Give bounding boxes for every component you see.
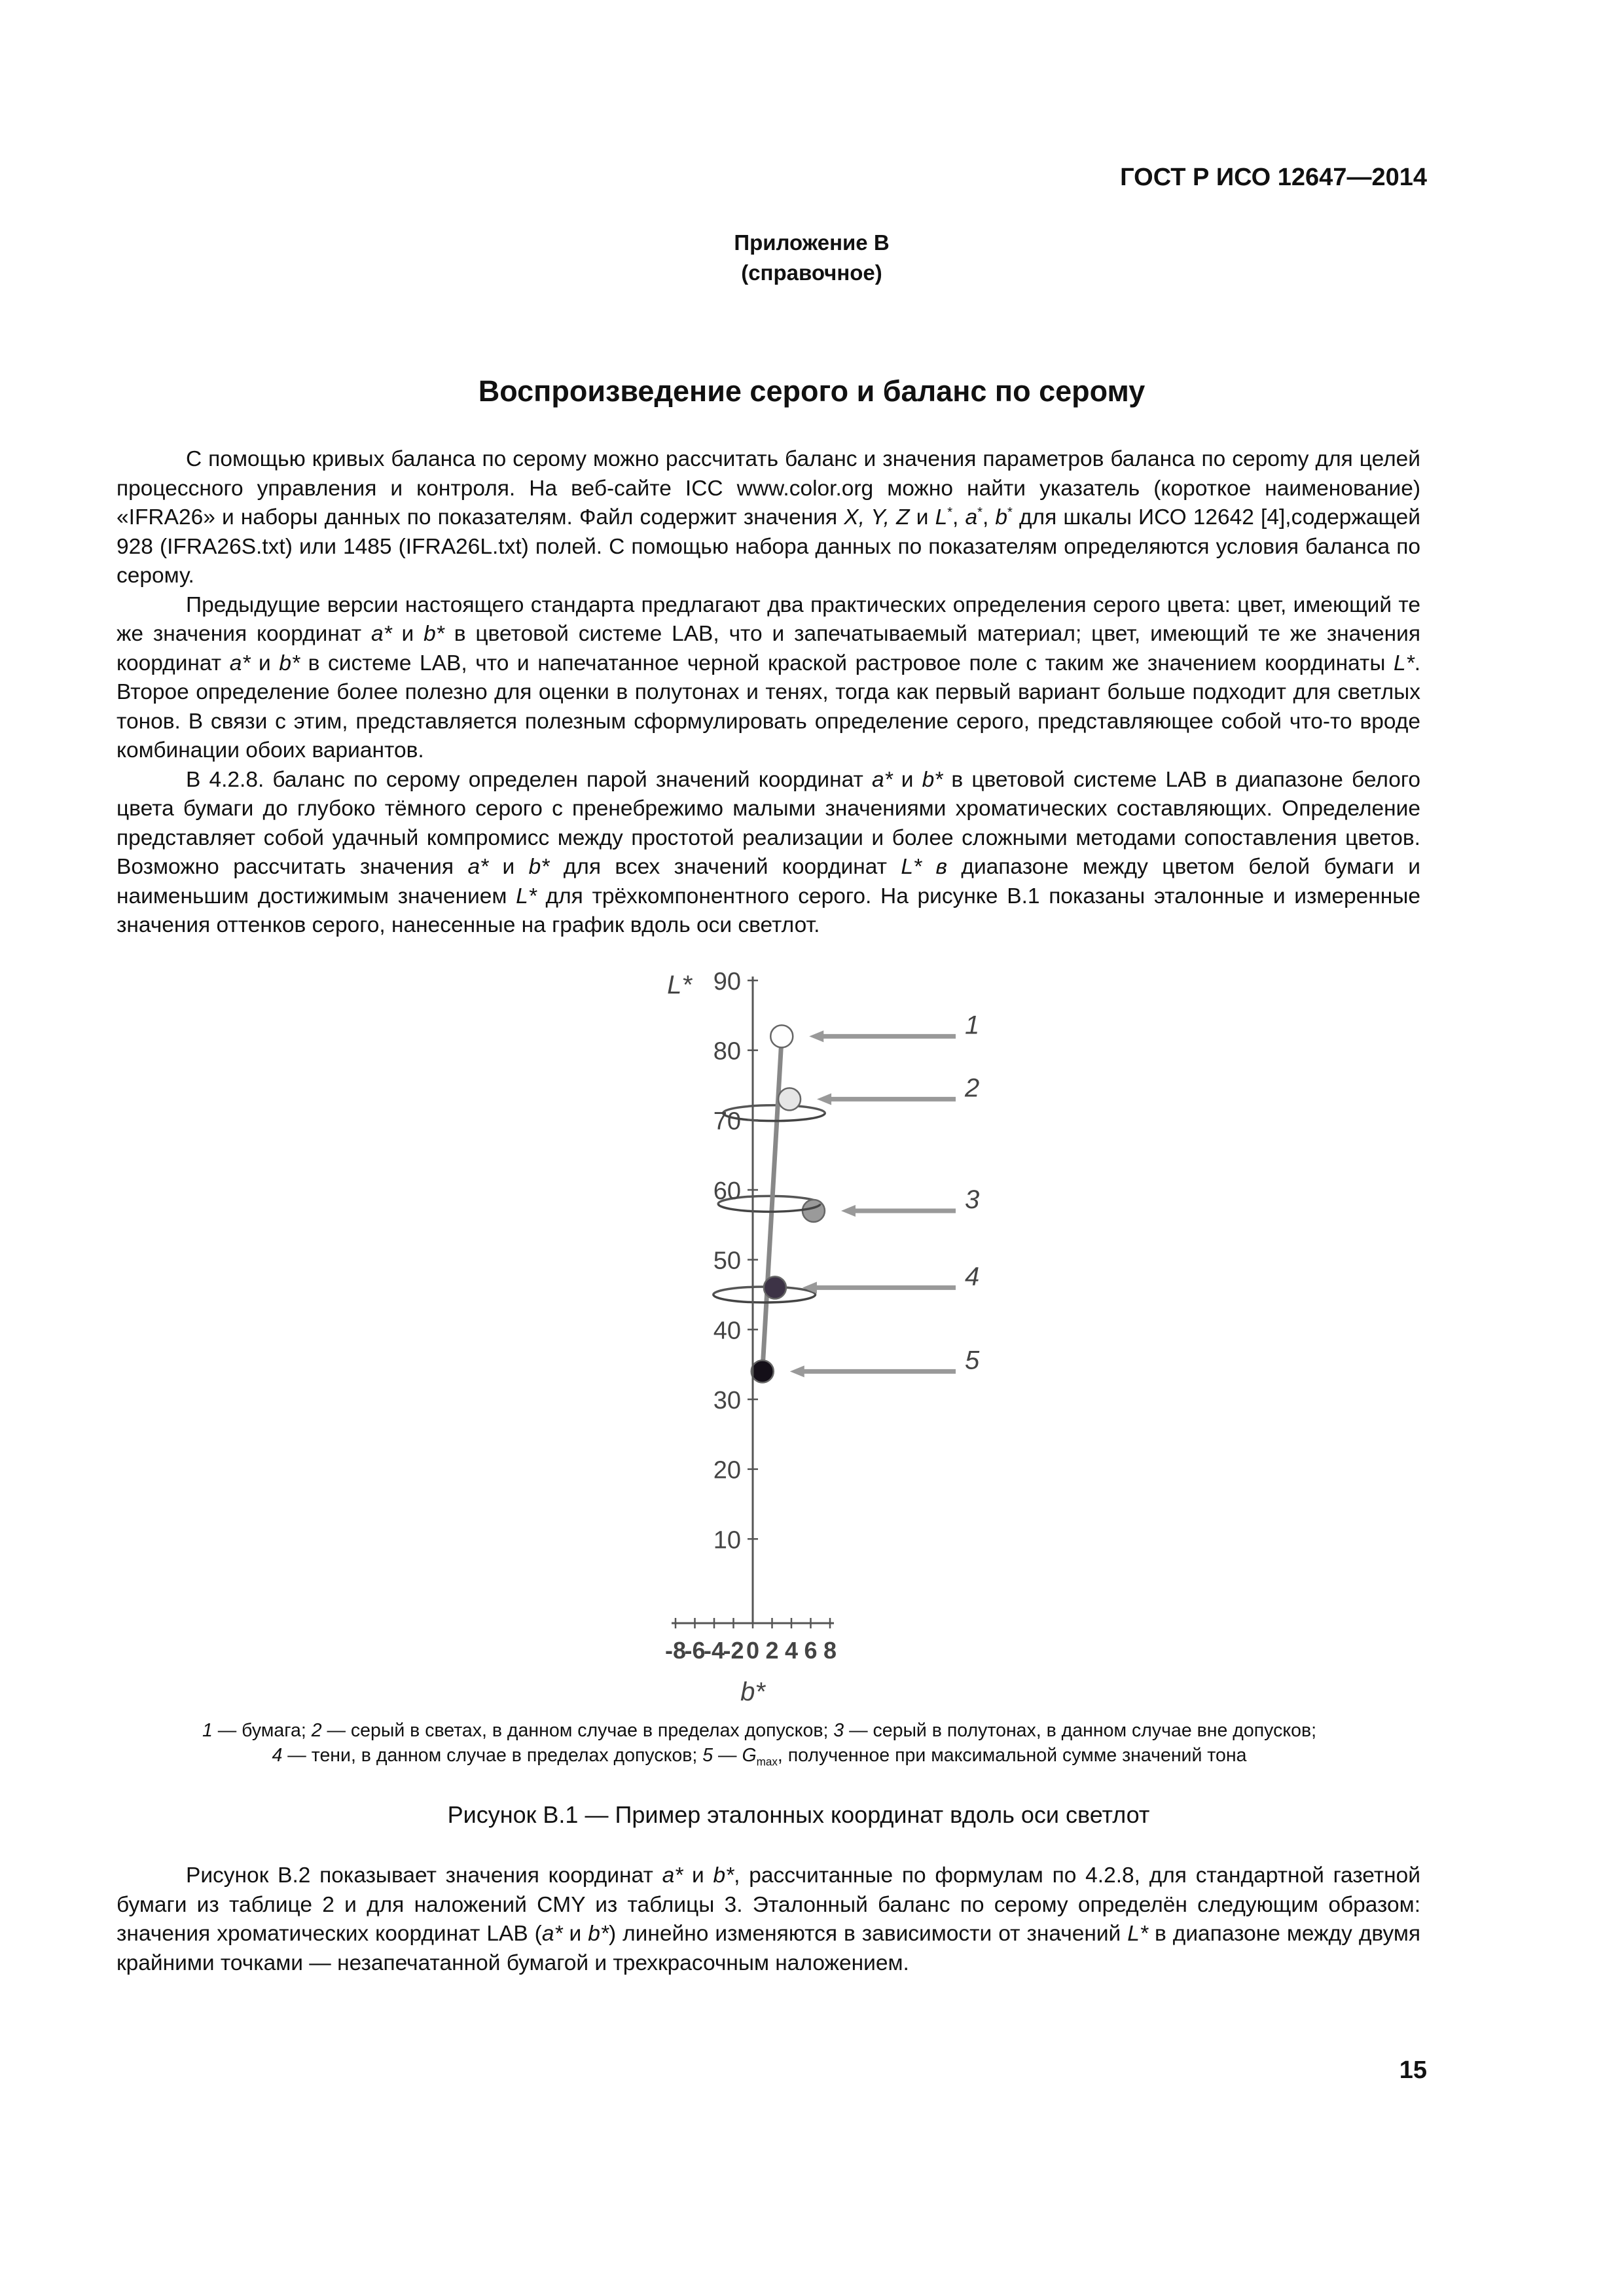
x-tick-label: 8: [823, 1637, 837, 1664]
point-label-5: 5: [965, 1346, 980, 1375]
page-number: 15: [1399, 2056, 1427, 2084]
x-tick-label: 6: [804, 1637, 818, 1664]
y-tick-label: 40: [713, 1317, 741, 1345]
y-tick-label: 80: [713, 1037, 741, 1066]
y-tick-label: 20: [713, 1456, 741, 1484]
y-tick-label: 10: [713, 1526, 741, 1554]
point-label-2: 2: [965, 1073, 980, 1103]
point-label-1: 1: [965, 1011, 980, 1040]
standard-number: ГОСТ Р ИСО 12647—2014: [1120, 164, 1427, 191]
annex-title: Воспроизведение серого и баланс по серому: [478, 374, 1146, 408]
y-tick-label: 30: [713, 1387, 741, 1414]
x-tick-label: -8: [664, 1637, 687, 1664]
x-tick-label: -6: [684, 1637, 706, 1664]
arrow-head-3: [841, 1205, 856, 1217]
y-axis-title: L*: [667, 971, 692, 999]
body-text-top: [117, 445, 1420, 941]
data-point-1: [770, 1025, 793, 1047]
legend-line-1: 1 — бумага; 2 — серый в светах, в данном случае в пределах допусков; 3 — серый в полутонах, в данном случае вне допусков;: [202, 1720, 1317, 1741]
arrow-head-2: [817, 1093, 831, 1105]
data-point-4: [764, 1276, 786, 1299]
x-tick-label: 2: [765, 1637, 779, 1664]
x-tick-label: -2: [723, 1637, 744, 1664]
data-point-2: [778, 1088, 801, 1110]
gray-balance-chart: [497, 942, 1087, 1715]
y-tick-label: 60: [713, 1177, 741, 1205]
data-point-3: [803, 1200, 825, 1222]
annex-label: Приложение В: [734, 230, 890, 255]
point-label-4: 4: [965, 1262, 980, 1291]
arrow-head-1: [809, 1030, 823, 1042]
legend-line-2: 4 — тени, в данном случае в пределах допусков; 5 — $G_{max}$, полученное при максимальной сумме значений тона: [272, 1745, 1247, 1768]
x-tick-label: -4: [703, 1637, 725, 1664]
paragraph-1: С помощью кривых баланса по серому можно рассчитать баланс и значения параметров баланса по сероmy для целей процессного управления и контроля. На веб-сайте ICC www.color.org можно найти указатель (короткое наименование) «IFRA26» и наборы данных по показателям. Файл содержит значения X, Y, Z и L*, a*, b* для шкалы ИСО 12642 [4],содержащей 928 (IFRA26S.txt) или 1485 (IFRA26L.txt) полей. С помощью набора данных по показателям определяются условия баланса по серому.: [117, 447, 1421, 588]
paragraph-3: В 4.2.8. баланс по серому определен парой значений координат a* и b* в цветовой системе LAB в диапазоне белого цвета бумаги до глубоко тёмного серого с пренебрежимо малыми значениями хроматических составляющих. Определение представляет собой удачный компромисс между простотой реализации и более сложными методами сопоставления цветов. Возможно рассчитать значения a* и b* для всех значений координат L* в диапазоне между цветом белой бумаги и наименьшим достижимым значением L* для трёхкомпонентного серого. На рисунке В.1 показаны эталонные и измеренные значения оттенков серого, нанесенные на график вдоль оси светлот.: [117, 767, 1421, 937]
figure-caption: Рисунок В.1 — Пример эталонных координат вдоль оси светлот: [447, 1801, 1150, 1828]
point-label-3: 3: [965, 1185, 980, 1214]
x-tick-label: 4: [784, 1637, 799, 1664]
paragraph-4: Рисунок В.2 показывает значения координат a* и b*, рассчитанные по формулам по 4.2.8, для стандартной газетной бумаги из таблице 2 и для наложений CMY из таблицы 3. Эталонный баланс по серому определён следующим образом: значения хроматических координат LAB (a* и b*) линейно изменяются в зависимости от значений L* в диапазоне между двумя крайними точками — незапечатанной бумагой и трехкрасочным наложением.: [117, 1863, 1421, 1975]
arrow-head-5: [790, 1365, 804, 1377]
figure-b1: [497, 942, 1087, 1715]
body-text-bottom: [117, 1861, 1420, 1978]
annex-heading: [550, 228, 1074, 288]
y-tick-label: 70: [713, 1107, 741, 1136]
annex-status: (справочное): [741, 260, 882, 285]
paragraph-2: Предыдущие версии настоящего стандарта предлагают два практических определения серого цвета: цвет, имеющий те же значения координат a* и b* в цветовой системе LAB, что и запечатываемый материал; цвет, имеющий те же значения координат a* и b* в системе LAB, что и напечатанное черной краской растровое поле с таким же значением координаты L*. Второе определение более полезно для оценки в полутонах и тенях, тогда как первый вариант больше подходит для светлых тонов. В связи с этим, представляется полезным сформулировать определение серого, представляющее собой что-то вроде комбинации обоих вариантов.: [117, 592, 1421, 762]
data-point-5: [751, 1360, 774, 1382]
x-tick-label: 0: [746, 1637, 760, 1664]
figure-legend: [98, 1718, 1420, 1768]
y-tick-label: 50: [713, 1247, 741, 1275]
x-axis-title: b*: [740, 1677, 765, 1706]
y-tick-label: 90: [713, 968, 741, 996]
reference-line: [763, 1036, 782, 1371]
